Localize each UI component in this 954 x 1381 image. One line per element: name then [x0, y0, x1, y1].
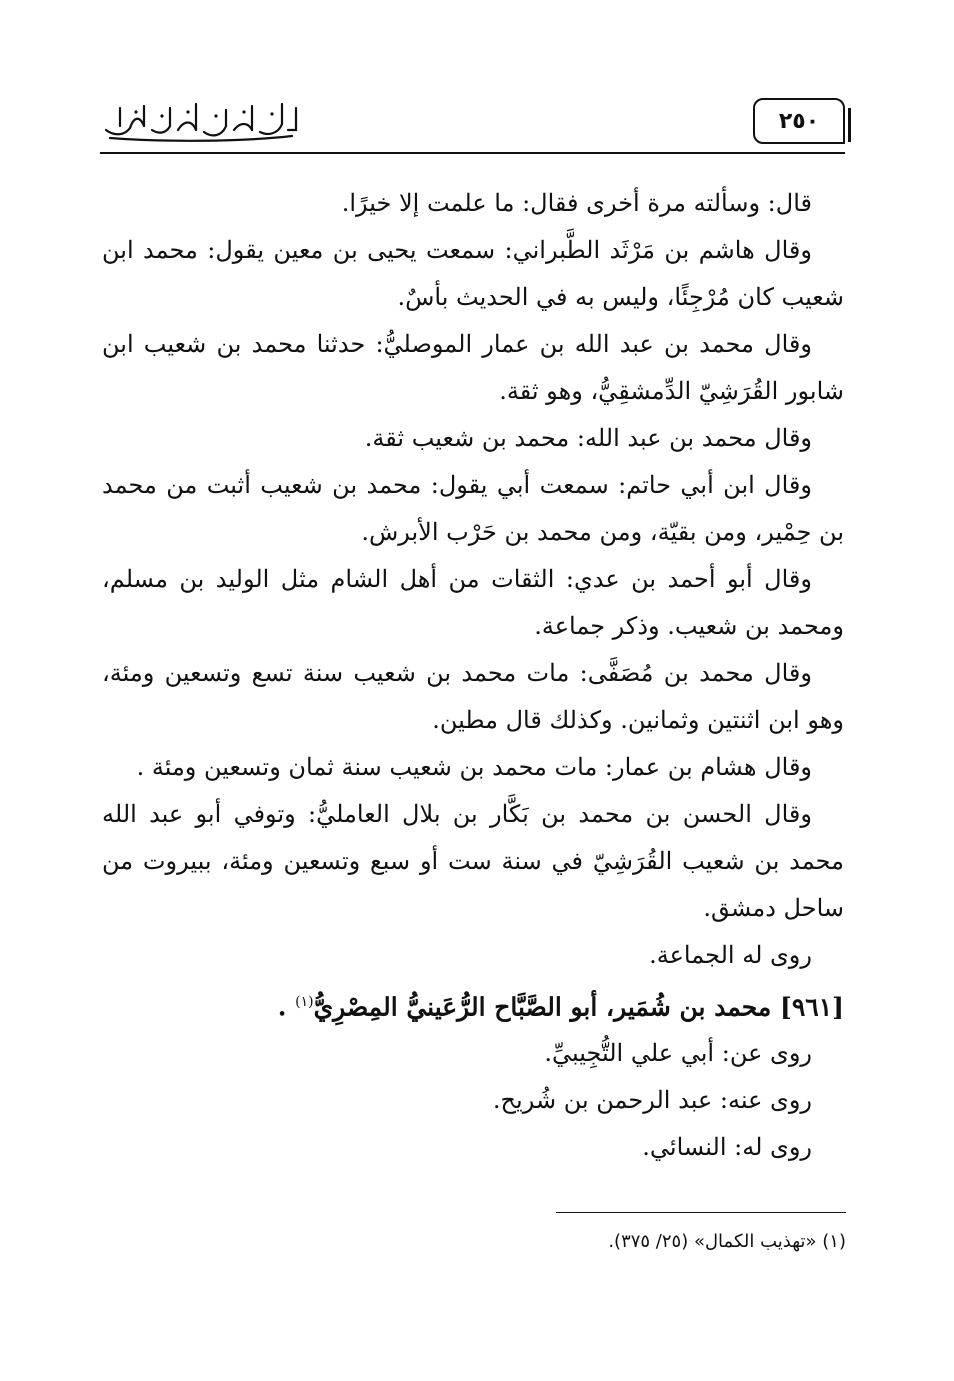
paragraph: وقال الحسن بن محمد بن بَكَّار بن بلال العامليُّ: وتوفي أبو عبد الله محمد بن شعيب القُرَشِيّ في سنة ست أو سبع وتسعين ومئة، ببيروت من ساحل دمشق. — [102, 800, 844, 922]
paragraph: وقال هاشم بن مَرْثَد الطَّبراني: سمعت يحيى بن معين يقول: محمد ابن شعيب كان مُرْجِئًا، وليس به في الحديث بأسٌ. — [102, 236, 844, 311]
paragraph: وقال محمد بن مُصَفَّى: مات محمد بن شعيب سنة تسع وتسعين ومئة، وهو ابن اثنتين وثمانين. وكذلك قال مطين. — [102, 659, 844, 734]
paragraph: قال: وسألته مرة أخرى فقال: ما علمت إلا خيرًا. — [341, 189, 812, 217]
header-divider — [100, 152, 845, 154]
entry-heading-text: [٩٦١] محمد بن شُمَير، أبو الصَّبَّاح الرُّعَينيُّ المِصْرِيُّ — [313, 992, 844, 1022]
narrated-from-line: روى عن: أبي علي التُّجِيبيِّ. — [544, 1039, 812, 1068]
reported-by-line: روى له: النسائي. — [642, 1133, 812, 1162]
book-title-calligraphy — [100, 96, 300, 144]
entry-heading — [102, 979, 844, 1030]
paragraph: روى له الجماعة. — [649, 941, 812, 969]
paragraph: وقال أبو أحمد بن عدي: الثقات من أهل الشام مثل الوليد بن مسلم، ومحمد بن شعيب. وذكر جماعة. — [102, 565, 844, 640]
page-number: ٢٥٠ — [753, 98, 845, 144]
footnote-marker[interactable]: (١) — [295, 994, 314, 1010]
footnote-divider — [556, 1212, 846, 1213]
page-header — [100, 92, 845, 154]
entry-heading-end: . — [277, 992, 296, 1022]
footnote: (١) «تهذيب الكمال» (٢٥/ ٣٧٥). — [608, 1231, 846, 1252]
calligraphy-logo-icon — [100, 96, 300, 144]
main-text — [102, 180, 844, 1171]
narrated-by-line: روى عنه: عبد الرحمن بن شُريح. — [492, 1086, 812, 1115]
paragraph: وقال هشام بن عمار: مات محمد بن شعيب سنة ثمان وتسعين ومئة . — [136, 753, 812, 781]
paragraph: وقال محمد بن عبد الله: محمد بن شعيب ثقة. — [364, 424, 812, 452]
paragraph: وقال ابن أبي حاتم: سمعت أبي يقول: محمد بن شعيب أثبت من محمد بن حِمْير، ومن بقيّة، ومن محمد بن حَرْب الأبرش. — [102, 471, 844, 546]
paragraph: وقال محمد بن عبد الله بن عمار الموصليُّ: حدثنا محمد بن شعيب ابن شابور القُرَشِيّ الدِّمشقِيُّ، وهو ثقة. — [102, 330, 844, 405]
